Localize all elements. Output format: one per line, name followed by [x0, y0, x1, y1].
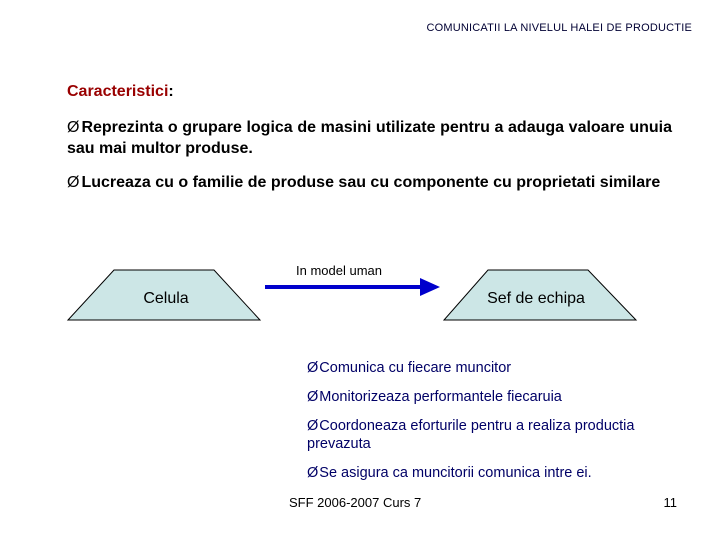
- bullet-arrow-icon: Ø: [307, 418, 319, 434]
- slide-header-title: COMUNICATII LA NIVELUL HALEI DE PRODUCTIE: [426, 22, 692, 34]
- bullet-arrow-icon: Ø: [67, 174, 80, 191]
- bullet-arrow-icon: Ø: [67, 119, 80, 136]
- bullet-arrow-icon: Ø: [307, 389, 319, 405]
- bullet-text: Reprezinta o grupare logica de masini utilizate pentru a adauga valoare unuia sau mai multor produse.: [67, 119, 672, 157]
- page-number: 11: [663, 495, 677, 510]
- sub-bullet-text: Comunica cu fiecare muncitor: [319, 360, 512, 376]
- section-title-text: Caracteristici: [67, 83, 169, 100]
- sub-bullet-item: [307, 388, 702, 406]
- celula-label: Celula: [143, 290, 189, 307]
- sub-bullet-item: [307, 417, 702, 453]
- arrow-head-icon: [420, 278, 440, 296]
- sub-bullet-text: Monitorizeaza performantele fiecaruia: [319, 389, 562, 405]
- footer-course: SFF 2006-2007 Curs 7: [289, 495, 422, 510]
- section-title-colon: :: [168, 83, 174, 100]
- bullet-text: Lucreaza cu o familie de produse sau cu componente cu proprietati similare: [81, 174, 661, 191]
- bullet-arrow-icon: Ø: [307, 360, 319, 376]
- sub-bullet-text: Coordoneaza eforturile pentru a realiza productia prevazuta: [307, 418, 635, 452]
- sub-bullet-item: [307, 359, 702, 377]
- sub-bullet-text: Se asigura ca muncitorii comunica intre ei.: [319, 465, 592, 481]
- sub-bullet-item: [307, 464, 702, 482]
- bullet-arrow-icon: Ø: [307, 465, 319, 481]
- arrow-label: In model uman: [296, 263, 382, 278]
- sef-de-echipa-label: Sef de echipa: [487, 290, 585, 307]
